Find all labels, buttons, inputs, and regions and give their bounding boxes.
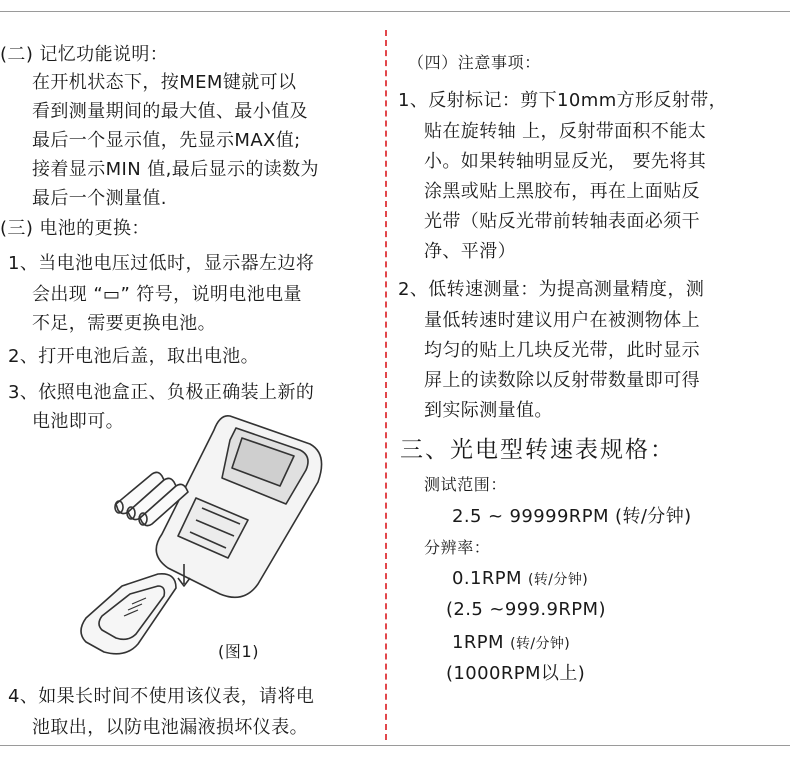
resolution-2-value: 1RPM: [452, 632, 504, 653]
range-label: 测试范围：: [424, 475, 508, 494]
resolution-1-unit: (转/分钟): [528, 572, 589, 588]
memory-line: 最后一个测量值.: [32, 188, 167, 209]
battery-step-4-line: 池取出，以防电池漏液损坏仪表。: [32, 717, 308, 738]
memory-heading: (二) 记忆功能说明：: [0, 44, 169, 65]
memory-line: 最后一个显示值，先显示MAX值;: [32, 130, 301, 151]
resolution-2-range: (1000RPM以上): [446, 663, 586, 684]
resolution-1-value: 0.1RPM: [452, 568, 522, 589]
note-1-line: 贴在旋转轴 上，反射带面积不能太: [424, 121, 707, 142]
battery-step-3-line: 电池即可。: [32, 411, 124, 432]
resolution-1: [452, 568, 588, 591]
range-value: 2.5 ~ 99999RPM (转/分钟): [452, 506, 692, 527]
note-1: 1、反射标记：剪下10mm方形反射带，: [398, 90, 728, 111]
note-1-line: 净、平滑）: [424, 241, 516, 262]
figure-label: (图1): [218, 642, 260, 661]
note-2-line: 到实际测量值。: [424, 400, 553, 421]
column-divider: [385, 30, 387, 740]
memory-line: 在开机状态下，按MEM键就可以: [32, 72, 297, 93]
note-2-line: 量低转速时建议用户在被测物体上: [424, 310, 700, 331]
note-2-line: 均匀的贴上几块反光带，此时显示: [424, 340, 700, 361]
memory-line: 接着显示MIN 值,最后显示的读数为: [32, 159, 319, 180]
note-2-line: 屏上的读数除以反射带数量即可得: [424, 370, 700, 391]
resolution-label: 分辨率：: [424, 538, 491, 557]
battery-step-1-line: 会出现 “▭” 符号，说明电池电量: [32, 284, 302, 305]
note-2: 2、低转速测量：为提高测量精度，测: [398, 279, 705, 300]
battery-replacement-illustration: [72, 408, 332, 668]
top-rule: [0, 11, 790, 12]
battery-heading: (三) 电池的更换：: [0, 218, 150, 239]
note-1-line: 光带（贴反光带前转轴表面必须干: [424, 211, 700, 232]
resolution-1-range: (2.5 ~999.9RPM): [446, 599, 606, 620]
note-1-line: 涂黑或贴上黑胶布，再在上面贴反: [424, 181, 700, 202]
bottom-rule: [0, 745, 790, 746]
battery-step-3: 3、依照电池盒正、负极正确装上新的: [8, 382, 315, 403]
battery-step-4: 4、如果长时间不使用该仪表，请将电: [8, 686, 315, 707]
notes-heading: （四）注意事项：: [408, 53, 541, 72]
resolution-2: [452, 632, 570, 655]
battery-step-2: 2、打开电池后盖，取出电池。: [8, 346, 260, 367]
spec-heading: 三、光电型转速表规格：: [400, 437, 675, 463]
note-1-line: 小。如果转轴明显反光， 要先将其: [424, 151, 707, 172]
battery-step-1: 1、当电池电压过低时，显示器左边将: [8, 253, 315, 274]
memory-line: 看到测量期间的最大值、最小值及: [32, 101, 308, 122]
resolution-2-unit: (转/分钟): [510, 636, 571, 652]
battery-step-1-line: 不足，需要更换电池。: [32, 313, 216, 334]
